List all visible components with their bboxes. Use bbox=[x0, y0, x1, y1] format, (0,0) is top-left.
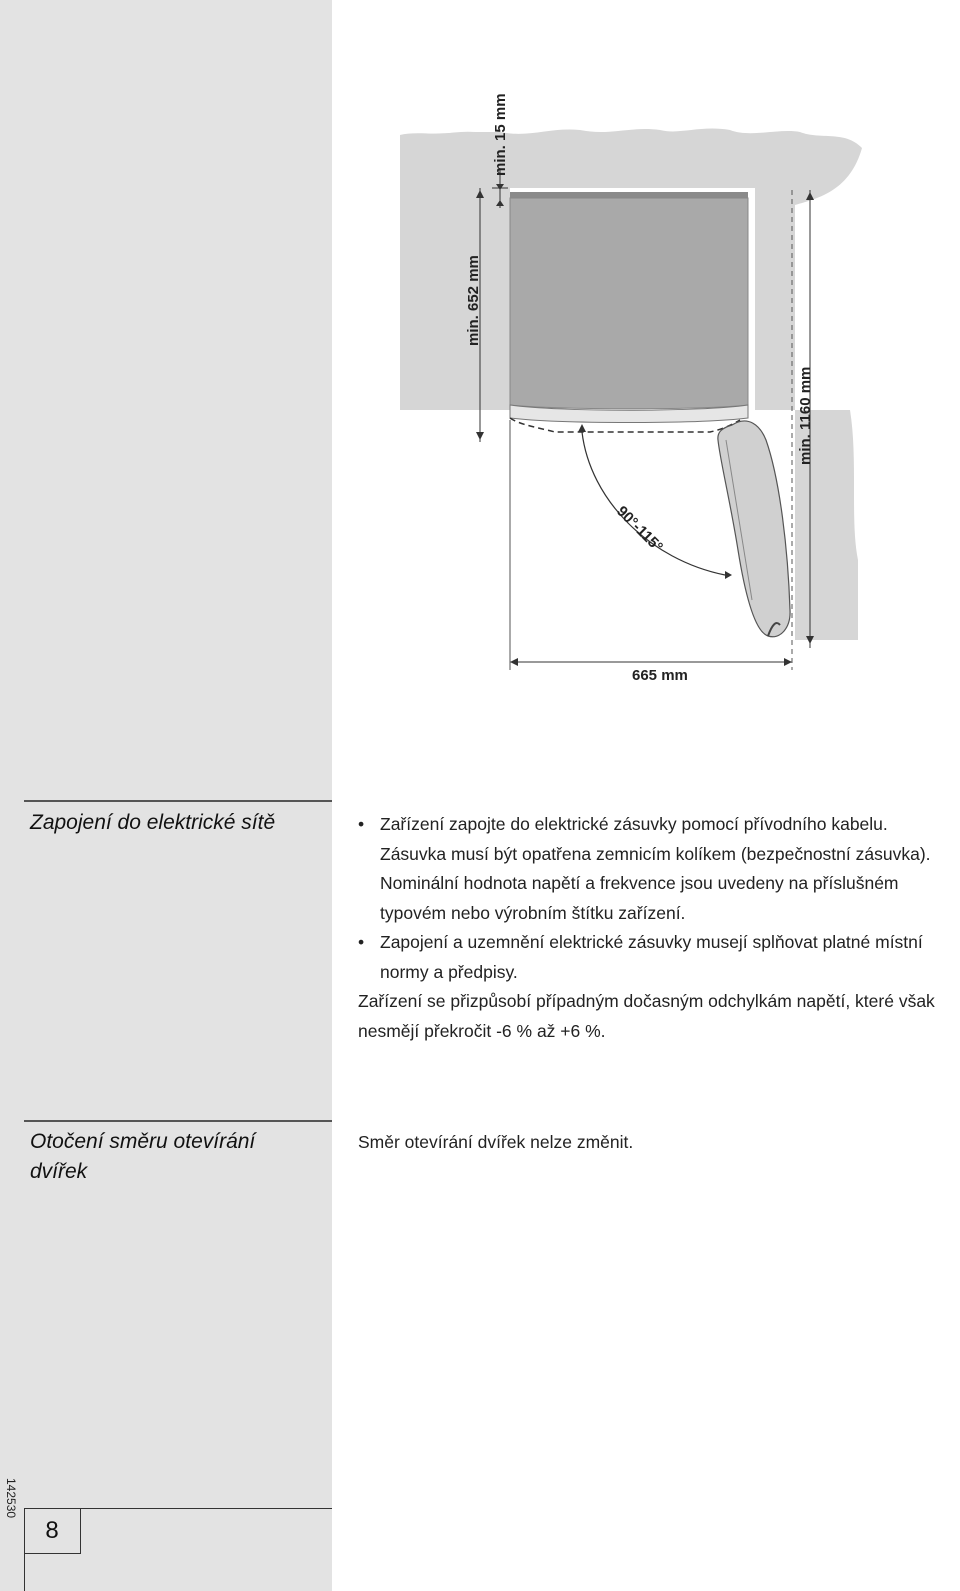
open-door bbox=[718, 421, 790, 637]
fridge-clearance-diagram-icon bbox=[380, 80, 900, 700]
section-divider bbox=[24, 1120, 332, 1122]
min-depth-label: min. 652 mm bbox=[465, 255, 482, 346]
door-reversal-text: Směr otevírání dvířek nelze změnit. bbox=[358, 1132, 634, 1152]
list-item: • Zařízení zapojte do elektrické zásuvky pomocí přívodního kabelu. Zásuvka musí být opatřena zemnicím kolíkem (bezpečnostní zásuvka). Nominální hodnota napětí a frekvence jsou uvedeny na příslušném typovém nebo výrobním štítku zařízení. bbox=[358, 810, 958, 928]
section-body-electrical bbox=[358, 810, 958, 1046]
section-title-electrical: Zapojení do elektrické sítě bbox=[30, 811, 276, 834]
angle-label: 90°-115° bbox=[613, 502, 667, 556]
page-number: 8 bbox=[24, 1508, 81, 1554]
document-code: 142530 bbox=[4, 1478, 18, 1519]
width-label: 665 mm bbox=[632, 667, 688, 684]
voltage-tolerance-text: Zařízení se přizpůsobí případným dočasným odchylkám napětí, které však nesmějí překročit -6 % až +6 %. bbox=[358, 991, 935, 1041]
bullet-list bbox=[358, 810, 958, 987]
min-open-label: min. 1160 mm bbox=[797, 366, 814, 465]
list-item: • Zapojení a uzemnění elektrické zásuvky musejí splňovat platné místní normy a předpisy. bbox=[358, 928, 958, 987]
section-divider bbox=[24, 800, 332, 802]
cabinet-body bbox=[510, 198, 748, 409]
installation-clearance-diagram bbox=[380, 80, 900, 700]
min-top-label: min. 15 mm bbox=[492, 93, 509, 176]
left-sidebar-panel bbox=[0, 0, 332, 1591]
section-title-door-reversal: Otočení směru otevírání dvířek bbox=[30, 1130, 256, 1183]
section-body-door-reversal bbox=[358, 1128, 958, 1158]
cabinet-top bbox=[510, 192, 748, 198]
